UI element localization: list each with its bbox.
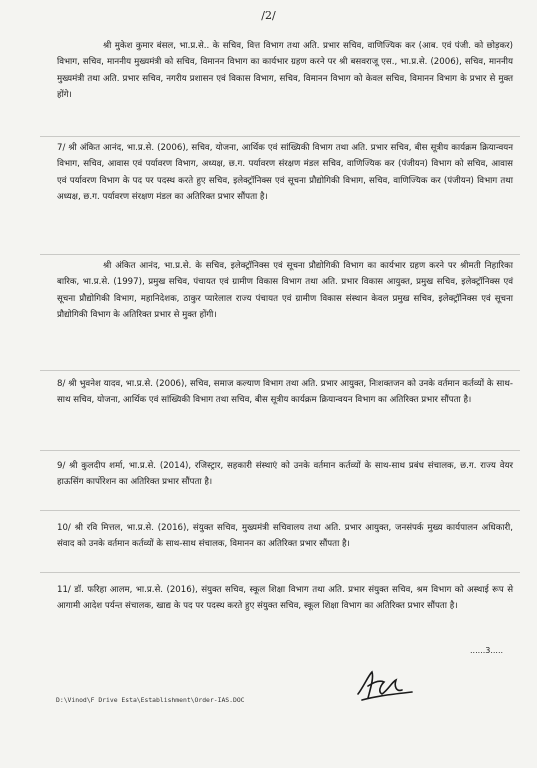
signature-icon [350,664,420,704]
paragraph-7: 7/ श्री अंकित आनंद, भा.प्र.से. (2006), सचिव, योजना, आर्थिक एवं सांख्यिकी विभाग तथा अति. प्रभार सचिव, बीस सूत्रीय कार्यक्रम क्रियान्वयन विभाग, सचिव, आवास एवं पर्यावरण विभाग, अध्यक्ष, छ.ग. पर्यावरण संरक्षण मंडल सचिव, वाणिज्यिक कर (पंजीयन) विभाग को सचिव, आवास एवं पर्यावरण विभाग के पद पर पदस्थ करते हुए सचिव, इलेक्ट्रॉनिक्स एवं सूचना प्रौद्योगिकी विभाग, सचिव, वाणिज्यिक कर (पंजीयन) विभाग तथा अध्यक्ष, छ.ग. पर्यावरण संरक्षण मंडल का अतिरिक्त प्रभार सौंपता है। [57,143,513,203]
divider [40,370,520,371]
divider [40,510,520,511]
divider [40,254,520,255]
paragraph-10: 10/ श्री रवि मित्तल, भा.प्र.से. (2016), संयुक्त सचिव, मुख्यमंत्री सचिवालय तथा अति. प्रभार आयुक्त, जनसंपर्क मुख्य कार्यपालन अधिकारी, संवाद को उनके वर्तमान कर्तव्यों के साथ-साथ संचालक, विमानन का अतिरिक्त प्रभार सौंपता है। [57,523,513,550]
paragraph-11: 11/ डॉ. फरिहा आलम, भा.प्र.से. (2016), संयुक्त सचिव, स्कूल शिक्षा विभाग तथा अति. प्रभार संयुक्त सचिव, श्रम विभाग को अस्थाई रूप से आगामी आदेश पर्यन्त संचालक, खाद्य के पद पर पदस्थ करते हुए संयुक्त सचिव, स्कूल शिक्षा विभाग का अतिरिक्त प्रभार सौंपता है। [57,585,513,612]
divider [40,450,520,451]
paragraph-9: 9/ श्री कुलदीप शर्मा, भा.प्र.से. (2014), रजिस्ट्रार, सहकारी संस्थाएं को उनके वर्तमान कर्तव्यों के साथ-साथ प्रबंध संचालक, छ.ग. राज्य वेयर हाऊसिंग कार्पोरेशन का अतिरिक्त प्रभार सौंपता है। [57,461,513,488]
page-number: /2/ [261,9,276,22]
file-path: D:\Vinod\F Drive Esta\Establishment\Order-IAS.DOC [56,696,245,704]
paragraph-1: श्री मुकेश कुमार बंसल, भा.प्र.से.. के सचिव, वित्त विभाग तथा अति. प्रभार सचिव, वाणिज्यिक कर (आब. एवं पंजी. को छोड़कर) विभाग, सचिव, माननीय मुख्यमंत्री को सचिव, विमानन विभाग का कार्यभार ग्रहण करने पर श्री बसवराजू एस., भा.प्र.से. (2006), सचिव, माननीय मुख्यमंत्री तथा अति. प्रभार सचिव, नगरीय प्रशासन एवं विकास विभाग, सचिव, विमानन विभाग को केवल सचिव, विमानन विभाग के प्रभार से मुक्त होंगे। [57,41,513,101]
divider [40,572,520,573]
continuation-marker: ......3..... [470,646,504,655]
paragraph-7b: श्री अंकित आनंद, भा.प्र.से. के सचिव, इलेक्ट्रॉनिक्स एवं सूचना प्रौद्योगिकी विभाग का कार्यभार ग्रहण करने पर श्रीमती निहारिका बारिक, भा.प्र.से. (1997), प्रमुख सचिव, पंचायत एवं ग्रामीण विकास विभाग तथा अति. प्रभार विकास आयुक्त, प्रमुख सचिव, इलेक्ट्रॉनिक्स एवं सूचना प्रौद्योगिकी विभाग, महानिदेशक, ठाकुर प्यारेलाल राज्य पंचायत एवं ग्रामीण विकास संस्थान केवल प्रमुख सचिव, इलेक्ट्रॉनिक्स एवं सूचना प्रौद्योगिकी विभाग के अतिरिक्त प्रभार से मुक्त होंगी। [57,261,513,321]
paragraph-8: 8/ श्री भुवनेश यादव, भा.प्र.से. (2006), सचिव, समाज कल्याण विभाग तथा अति. प्रभार आयुक्त, निःशक्तजन को उनके वर्तमान कर्तव्यों के साथ-साथ सचिव, योजना, आर्थिक एवं सांख्यिकी विभाग तथा सचिव, बीस सूत्रीय कार्यक्रम क्रियान्वयन विभाग का अतिरिक्त प्रभार सौंपता है। [57,379,513,406]
divider [40,136,520,137]
